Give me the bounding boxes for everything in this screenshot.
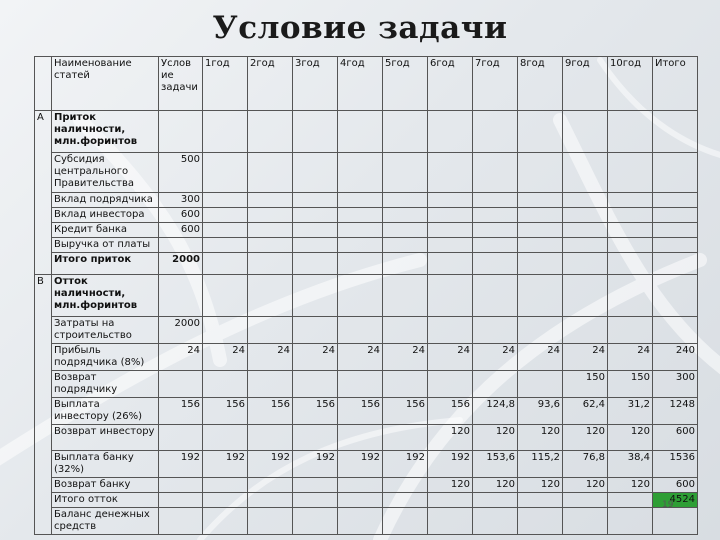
year-value [383, 508, 428, 535]
year-value [248, 238, 293, 253]
year-value [203, 371, 248, 398]
condition-value: 300 [159, 193, 203, 208]
year-value [338, 193, 383, 208]
year-value [383, 425, 428, 451]
year-value: 31,2 [608, 398, 653, 425]
empty-cell [608, 111, 653, 153]
header-year-1: 1год [203, 57, 248, 111]
table-header-row [35, 57, 698, 111]
table-row [35, 208, 698, 223]
total-value [653, 508, 698, 535]
year-value: 156 [293, 398, 338, 425]
row-label: Выплата банку (32%) [52, 451, 159, 478]
year-value: 156 [203, 398, 248, 425]
year-value [608, 238, 653, 253]
year-value [608, 508, 653, 535]
year-value [248, 317, 293, 344]
condition-value [159, 425, 203, 451]
year-value [203, 425, 248, 451]
year-value [203, 223, 248, 238]
year-value [608, 208, 653, 223]
year-value [338, 425, 383, 451]
section-title-row [35, 275, 698, 317]
year-value [518, 193, 563, 208]
year-value [608, 193, 653, 208]
year-value [338, 253, 383, 275]
condition-value: 156 [159, 398, 203, 425]
year-value: 24 [428, 344, 473, 371]
empty-cell [159, 111, 203, 153]
empty-cell [338, 275, 383, 317]
year-value [518, 153, 563, 193]
year-value [383, 193, 428, 208]
year-value [428, 238, 473, 253]
year-value: 192 [293, 451, 338, 478]
year-value [203, 317, 248, 344]
row-label: Кредит банка [52, 223, 159, 238]
year-value [428, 371, 473, 398]
table-row [35, 508, 698, 535]
year-value: 120 [518, 425, 563, 451]
table-row [35, 238, 698, 253]
empty-cell [383, 275, 428, 317]
year-value: 192 [248, 451, 293, 478]
row-label: Вклад инвестора [52, 208, 159, 223]
section-letter: В [35, 275, 52, 535]
empty-cell [653, 111, 698, 153]
year-value [383, 493, 428, 508]
condition-value: 2000 [159, 253, 203, 275]
total-value [653, 193, 698, 208]
year-value: 156 [383, 398, 428, 425]
row-label: Баланс денежных средств [52, 508, 159, 535]
year-value [473, 208, 518, 223]
year-value: 153,6 [473, 451, 518, 478]
table-row [35, 153, 698, 193]
empty-cell [563, 111, 608, 153]
total-value [653, 253, 698, 275]
header-year-8: 8год [518, 57, 563, 111]
year-value [473, 371, 518, 398]
year-value: 120 [608, 425, 653, 451]
year-value [473, 508, 518, 535]
year-value [518, 253, 563, 275]
year-value [428, 253, 473, 275]
header-year-7: 7год [473, 57, 518, 111]
year-value: 156 [248, 398, 293, 425]
year-value: 192 [428, 451, 473, 478]
table-row [35, 451, 698, 478]
table-row [35, 425, 698, 451]
year-value [473, 193, 518, 208]
header-year-3: 3год [293, 57, 338, 111]
year-value [383, 223, 428, 238]
empty-cell [428, 111, 473, 153]
year-value [608, 493, 653, 508]
year-value [338, 493, 383, 508]
year-value [518, 208, 563, 223]
year-value [338, 208, 383, 223]
year-value [248, 193, 293, 208]
year-value [428, 208, 473, 223]
year-value [293, 371, 338, 398]
year-value [248, 253, 293, 275]
year-value [608, 317, 653, 344]
row-label: Прибыль подрядчика (8%) [52, 344, 159, 371]
year-value: 115,2 [518, 451, 563, 478]
year-value: 120 [608, 478, 653, 493]
year-value: 24 [338, 344, 383, 371]
year-value: 76,8 [563, 451, 608, 478]
empty-cell [338, 111, 383, 153]
condition-value: 24 [159, 344, 203, 371]
header-names: Наименование статей [52, 57, 159, 111]
year-value [338, 238, 383, 253]
year-value [608, 153, 653, 193]
year-value [203, 478, 248, 493]
total-value: 1248 [653, 398, 698, 425]
total-outflow-highlight: 4524 [653, 493, 698, 508]
year-value [563, 193, 608, 208]
condition-value: 600 [159, 208, 203, 223]
empty-cell [608, 275, 653, 317]
year-value [248, 208, 293, 223]
empty-cell [159, 275, 203, 317]
year-value [473, 253, 518, 275]
header-year-4: 4год [338, 57, 383, 111]
year-value: 24 [563, 344, 608, 371]
table-row [35, 223, 698, 238]
year-value: 24 [248, 344, 293, 371]
row-label: Выручка от платы [52, 238, 159, 253]
year-value [203, 153, 248, 193]
empty-cell [473, 111, 518, 153]
year-value [203, 493, 248, 508]
condition-value: 600 [159, 223, 203, 238]
condition-value: 2000 [159, 317, 203, 344]
year-value: 24 [518, 344, 563, 371]
year-value [293, 317, 338, 344]
year-value: 93,6 [518, 398, 563, 425]
header-total: Итого [653, 57, 698, 111]
table-row [35, 493, 698, 508]
year-value [428, 508, 473, 535]
year-value [563, 153, 608, 193]
year-value: 124,8 [473, 398, 518, 425]
empty-cell [203, 111, 248, 153]
empty-cell [248, 275, 293, 317]
year-value [293, 223, 338, 238]
year-value: 192 [383, 451, 428, 478]
header-year-5: 5год [383, 57, 428, 111]
table-row [35, 344, 698, 371]
row-label: Вклад подрядчика [52, 193, 159, 208]
condition-value [159, 478, 203, 493]
year-value: 24 [473, 344, 518, 371]
year-value [563, 493, 608, 508]
section-title-row [35, 111, 698, 153]
year-value: 24 [203, 344, 248, 371]
row-label: Итого отток [52, 493, 159, 508]
year-value [338, 371, 383, 398]
table-row [35, 193, 698, 208]
year-value [293, 493, 338, 508]
year-value [518, 238, 563, 253]
header-condition: Услов ие задачи [159, 57, 203, 111]
year-value [248, 153, 293, 193]
year-value [203, 508, 248, 535]
data-table [34, 56, 698, 535]
year-value [518, 508, 563, 535]
year-value [473, 238, 518, 253]
row-label: Затраты на строительство [52, 317, 159, 344]
year-value [293, 153, 338, 193]
total-value [653, 223, 698, 238]
year-value [383, 317, 428, 344]
year-value [563, 317, 608, 344]
header-year-9: 9год [563, 57, 608, 111]
total-value [653, 317, 698, 344]
year-value [293, 253, 338, 275]
year-value [248, 371, 293, 398]
year-value [203, 208, 248, 223]
year-value: 120 [563, 425, 608, 451]
year-value: 24 [383, 344, 428, 371]
year-value [608, 223, 653, 238]
header-year-6: 6год [428, 57, 473, 111]
year-value: 120 [473, 478, 518, 493]
row-label: Возврат подрядчику [52, 371, 159, 398]
year-value: 120 [518, 478, 563, 493]
total-value [653, 153, 698, 193]
section-title: Отток наличности, млн.форинтов [52, 275, 159, 317]
year-value [518, 371, 563, 398]
section-letter: А [35, 111, 52, 275]
row-label: Субсидия центрального Правительства [52, 153, 159, 193]
condition-value: 500 [159, 153, 203, 193]
condition-value [159, 508, 203, 535]
year-value [563, 253, 608, 275]
table-row [35, 317, 698, 344]
total-value: 600 [653, 425, 698, 451]
year-value [518, 493, 563, 508]
total-value: 300 [653, 371, 698, 398]
year-value [248, 425, 293, 451]
empty-cell [428, 275, 473, 317]
empty-cell [473, 275, 518, 317]
page-number: 19 [662, 500, 674, 510]
empty-cell [518, 275, 563, 317]
year-value [293, 508, 338, 535]
year-value [248, 223, 293, 238]
year-value: 150 [563, 371, 608, 398]
header-year-10: 10год [608, 57, 653, 111]
year-value: 192 [338, 451, 383, 478]
year-value [203, 193, 248, 208]
table-row [35, 371, 698, 398]
section-title: Приток наличности, млн.форинтов [52, 111, 159, 153]
year-value: 120 [473, 425, 518, 451]
empty-cell [653, 275, 698, 317]
total-value [653, 238, 698, 253]
year-value [338, 508, 383, 535]
page-title: Условие задачи [212, 10, 508, 46]
header-letter-cell [35, 57, 52, 111]
year-value [383, 153, 428, 193]
year-value [428, 193, 473, 208]
table-row [35, 398, 698, 425]
year-value [383, 208, 428, 223]
year-value [563, 208, 608, 223]
year-value [608, 253, 653, 275]
year-value: 120 [428, 425, 473, 451]
year-value: 156 [428, 398, 473, 425]
header-year-2: 2год [248, 57, 293, 111]
year-value [338, 317, 383, 344]
empty-cell [383, 111, 428, 153]
year-value [293, 425, 338, 451]
year-value [518, 223, 563, 238]
year-value: 38,4 [608, 451, 653, 478]
year-value [338, 223, 383, 238]
table-row [35, 478, 698, 493]
year-value [293, 193, 338, 208]
year-value [383, 253, 428, 275]
year-value [293, 208, 338, 223]
total-value: 600 [653, 478, 698, 493]
condition-value: 192 [159, 451, 203, 478]
year-value [203, 253, 248, 275]
year-value [473, 223, 518, 238]
row-label: Итого приток [52, 253, 159, 275]
year-value [248, 493, 293, 508]
year-value: 156 [338, 398, 383, 425]
year-value [203, 238, 248, 253]
year-value: 62,4 [563, 398, 608, 425]
table-row [35, 253, 698, 275]
year-value: 24 [608, 344, 653, 371]
year-value: 192 [203, 451, 248, 478]
total-value: 240 [653, 344, 698, 371]
total-value [653, 208, 698, 223]
row-label: Выплата инвестору (26%) [52, 398, 159, 425]
year-value [518, 317, 563, 344]
year-value [428, 317, 473, 344]
year-value: 24 [293, 344, 338, 371]
condition-value [159, 238, 203, 253]
year-value [293, 478, 338, 493]
total-value: 1536 [653, 451, 698, 478]
year-value [248, 508, 293, 535]
year-value: 120 [563, 478, 608, 493]
year-value [563, 238, 608, 253]
empty-cell [293, 275, 338, 317]
year-value: 120 [428, 478, 473, 493]
year-value [383, 478, 428, 493]
row-label: Возврат банку [52, 478, 159, 493]
year-value [473, 493, 518, 508]
empty-cell [293, 111, 338, 153]
year-value [383, 238, 428, 253]
condition-value [159, 493, 203, 508]
empty-cell [518, 111, 563, 153]
year-value: 150 [608, 371, 653, 398]
year-value [428, 223, 473, 238]
year-value [383, 371, 428, 398]
year-value [428, 493, 473, 508]
row-label: Возврат инвестору [52, 425, 159, 451]
year-value [473, 153, 518, 193]
year-value [338, 153, 383, 193]
year-value [563, 223, 608, 238]
year-value [248, 478, 293, 493]
empty-cell [248, 111, 293, 153]
year-value [428, 153, 473, 193]
year-value [293, 238, 338, 253]
year-value [563, 508, 608, 535]
year-value [338, 478, 383, 493]
condition-value [159, 371, 203, 398]
empty-cell [203, 275, 248, 317]
empty-cell [563, 275, 608, 317]
year-value [473, 317, 518, 344]
